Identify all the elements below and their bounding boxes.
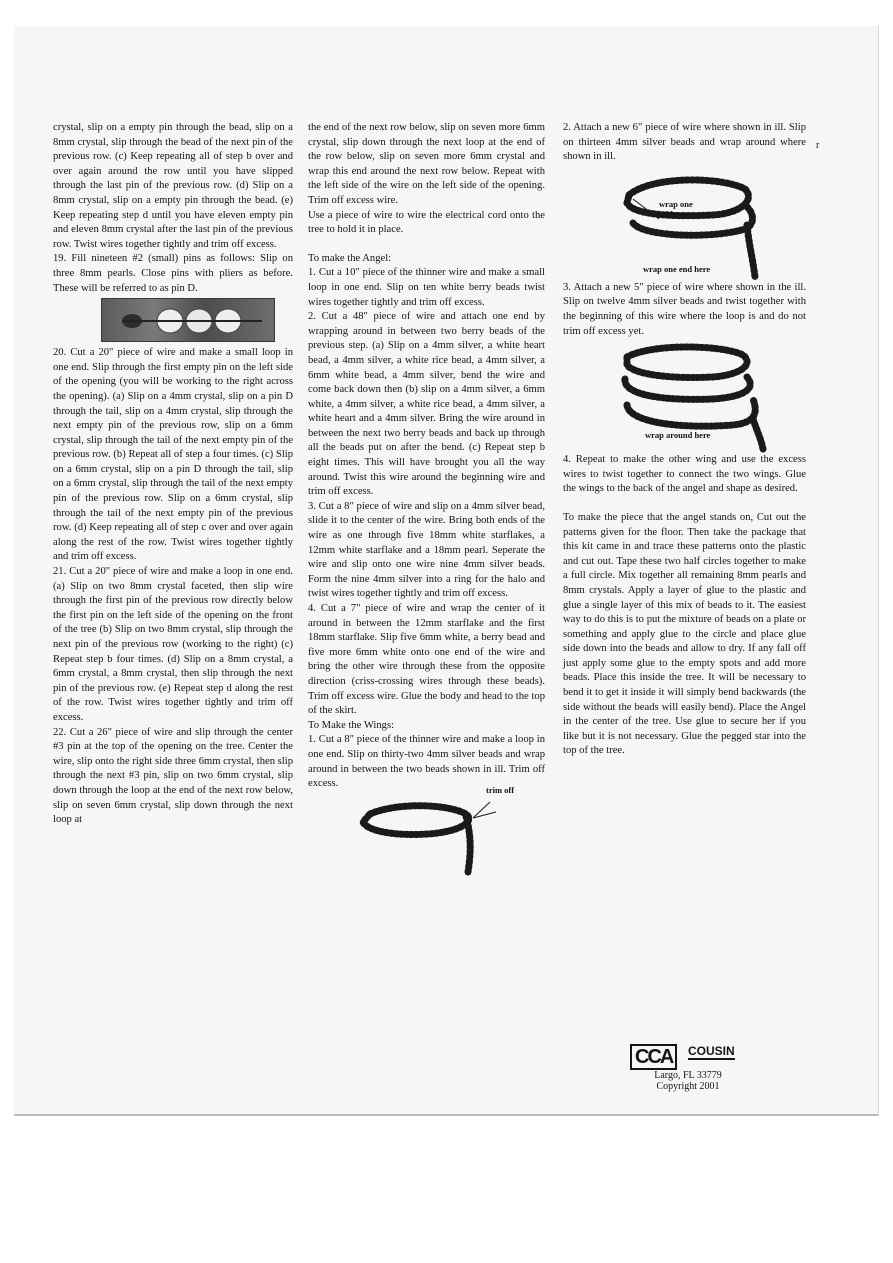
paragraph-continued: crystal, slip on a empty pin through the bead, slip on a 8mm crystal, slip through the bead of the next pin of the previous row. (c) Keep repeating all of step b over and over again around the row until you have slipped through the last pin of the previous row. (d) Slip on a 8mm crystal, slip on a empty pin through the bead. (e) Keep repeating step d until you have eleven empty pin and eleven 8mm crystal after the last pin of the previous row. Twist wires together tightly and trim off excess.	[53, 122, 293, 250]
step-20: 20. Cut a 20" piece of wire and make a small loop in one end. Slip through the first empty pin on the left side of the opening (you will be working to the right across the opening). (a) Slip on a 4mm crystal, slip on a pin D through the tail, slip on a 4mm crystal, slip through the next empty pin of the previous row, slip on a 6mm crystal, slip through the tail of the next empty pin of the previous row. (b) Repeat all of step a four times. (c) Slip on a 6mm crystal, slip on a pin D through the tail, slip on a 6mm crystal, slip through the tail of the next empty pin of the previous row. Slip on a 6mm crystal, slip through the tail of the next empty pin of the previous row. (d) Keep repeating all of step c over and over again along the rest of the row. Twist wires together tightly and trim off excess.	[53, 347, 293, 563]
wing-twist-illustration	[563, 339, 806, 453]
cord-instruction: Use a piece of wire to wire the electrical cord onto the tree to hold it in place.	[308, 209, 545, 236]
paragraph-continued: the end of the next row below, slip on seven more 6mm crystal, slip down through the next loop at the end of the row below, slip on seven more 6mm crystal and wrap this end around the next row below. Repeat with the left side of the wire on the left side of the opening. Trim off excess wire.	[308, 122, 545, 206]
column-1	[53, 121, 293, 828]
wrap-around-here-label: wrap around here	[645, 430, 711, 441]
pin-d-photo	[101, 298, 275, 342]
angel-step-3: 3. Cut a 8" piece of wire and slip on a 4mm silver bead, slide it to the center of the wire. Bring both ends of the wire as one through five 18mm white starflakes, a 12mm white starflake and a 18mm pearl. Seperate the wire and slip onto one wire nine 4mm silver beads. Form the nine 4mm silver into a ring for the halo and twist wires together tightly and trim off excess.	[308, 500, 545, 600]
column-3	[563, 121, 806, 759]
trim-off-label: trim off	[486, 784, 515, 795]
company-name: COUSIN	[688, 1044, 735, 1058]
angel-step-4: 4. Cut a 7" piece of wire and wrap the center of it around in between the 12mm starflake and the first 18mm starflake. Slip five 6mm white, a berry bead and five more 6mm white onto one end of the wire and bring the other wire through these from the opposite direction (criss-crossing wires through these beads). Trim off excess wire. Glue the body and head to the top of the skirt.	[308, 603, 545, 717]
pearl-pin-image	[102, 299, 274, 341]
company-address	[648, 1070, 728, 1092]
wing-loop-illustration	[308, 784, 545, 878]
wings-step-4: 4. Repeat to make the other wing and use the excess wires to twist together to connect the two wings. Glue the wings to the back of the angel and shape as desired.	[563, 454, 806, 495]
wrap-one-end-here-label: wrap one end here	[643, 263, 711, 274]
wing-wrap-illustration	[563, 165, 806, 281]
stand-instructions: To make the piece that the angel stands on, Cut out the patterns given for the floor. Then take the package that this kit came in and trace these patterns onto the plastic and cut out. Tape these two half circles together to make a full circle. Mix together all remaining 8mm pearls and 8mm crystals. Apply a layer of glue to the plastic and glue a single layer of this mix of beads to it. The easiest way to do this is to put the mixture of beads on a plate or something and apply glue to the circle and place glue side down into the beads and allow to dry. If any fall off just apply some glue to the empty spots and add more beads. Place this inside the tree. It will be necessary to bend it to get it inside it will simply bend backwards (the side without the beads will easily bend). Place the Angel in the center of the tree. Use glue to secure her if you like but it is not necessary. Glue the pegged star into the top of the tree.	[563, 511, 806, 757]
bead-loop-drawing	[308, 792, 545, 878]
margin-mark: r	[816, 140, 820, 151]
copyright-line: Copyright 2001	[656, 1081, 720, 1092]
location-line: Largo, FL 33779	[654, 1070, 722, 1081]
step-22: 22. Cut a 26" piece of wire and slip through the center #3 pin at the top of the opening on the tree. Center the wire, slip onto the right side three 6mm crystal, then slip through the next #3 pin, slip on two 6mm crystal, slip down through the loop at the end of the next row below, slip on seven 6mm crystal, slip down through the next loop at	[53, 726, 293, 826]
angel-heading: To make the Angel:	[308, 252, 392, 264]
angel-step-2: 2. Cut a 48" piece of wire and attach one end by wrapping around in between two berry beads of the previous step. (a) Slip on a 4mm silver, a white heart bead, a 4mm silver, a white rice bead, a 4mm silver, a 6mm white bead, a 4mm silver, bend the wire and come back down then (b) slip on a 4mm silver, a 6mm white, a 4mm silver, a white rice bead, a 4mm silver, a white heart and a 4mm silver. Bring the wire around in between the next two berry beads and back up through all the beads put on after the bend. (c) Repeat step b eight times. This will have brought you all the way around. Twist this wire around the beginning wire and trim off excess.	[308, 311, 545, 498]
publisher-logo	[630, 1044, 742, 1104]
wrap-one-label: wrap one	[659, 198, 693, 209]
step-19: 19. Fill nineteen #2 (small) pins as follows: Slip on three 8mm pearls. Close pins with pliers as before. These will be referred to as pin D.	[53, 253, 293, 294]
cca-logo-mark: CCA	[630, 1044, 677, 1070]
wings-step-3: 3. Attach a new 5" piece of wire where shown in the ill. Slip on twelve 4mm silver beads and twist together with the beginning of this wire where the loop is and do not trim off excess yet.	[563, 281, 806, 337]
wings-step-2: 2. Attach a new 6" piece of wire where shown in ill. Slip on thirteen 4mm silver beads and wrap around where shown in ill.	[563, 122, 806, 163]
angel-step-1: 1. Cut a 10" piece of the thinner wire and make a small loop in one end. Slip on ten white berry beads twist wires together tightly and trim off excess.	[308, 267, 545, 308]
end-here-label: end here	[655, 208, 687, 219]
wings-step-1: 1. Cut a 8" piece of the thinner wire and make a loop in one end. Slip on thirty-two 4mm silver beads and wrap around in between the two beads shown in ill. Trim off excess.	[308, 734, 545, 790]
wings-heading: To Make the Wings:	[308, 719, 395, 731]
column-2	[308, 121, 545, 878]
step-21: 21. Cut a 20" piece of wire and make a loop in one end. (a) Slip on two 8mm crystal faceted, then slip wire through the first pin of the previous row directly below the first pin on the left side of the opening on the front of the tree (b) Slip on two 8mm crystal, slip through the next pin of the previous row (working to the right) (c) Repeat step b four times. (d) Slip on a 8mm crystal, a 6mm crystal, a 8mm crystal, then slip through the next pin of the previous row. (e) Repeat step d along the rest of the row. Twist wires together tightly and trim off excess.	[53, 566, 293, 723]
